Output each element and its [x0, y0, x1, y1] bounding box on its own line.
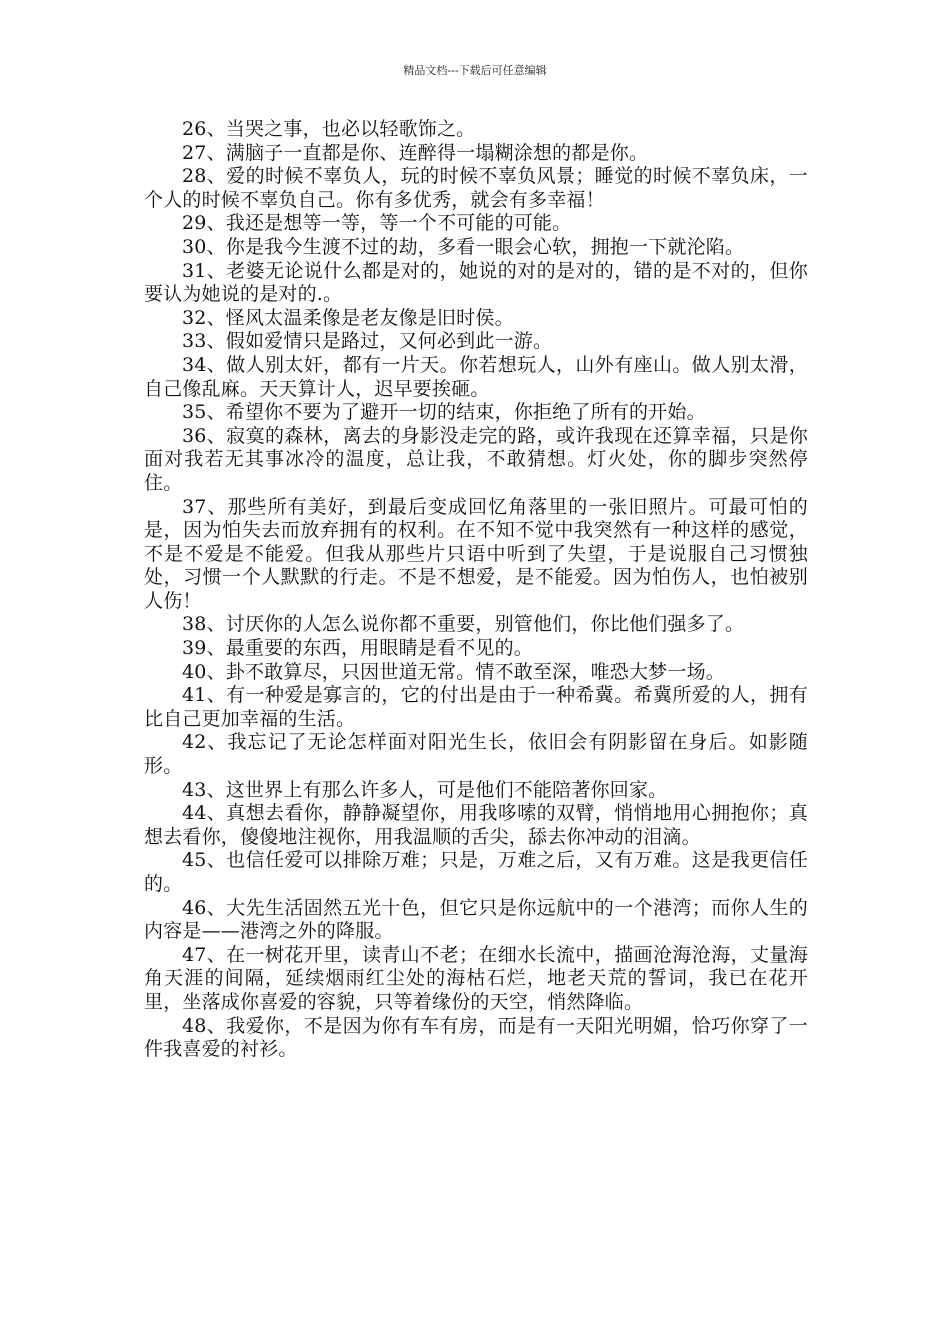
entry-46: 46、大先生活固然五光十色，但它只是你远航中的一个港湾；而你人生的内容是——港湾之外的降服。: [144, 896, 808, 943]
entry-31: 31、老婆无论说什么都是对的，她说的对的是对的，错的是不对的，但你要认为她说的是对的.。: [144, 259, 808, 306]
entry-36: 36、寂寞的森林，离去的身影没走完的路，或许我现在还算幸福，只是你面对我若无其事冰冷的温度，总让我，不敢猜想。灯火处，你的脚步突然停住。: [144, 424, 808, 494]
entry-45: 45、也信任爱可以排除万难；只是，万难之后，又有万难。这是我更信任的。: [144, 849, 808, 895]
entry-33: 33、假如爱情只是路过，又何必到此一游。: [182, 330, 553, 353]
entry-34: 34、做人别太奸，都有一片天。你若想玩人，山外有座山。做人别太滑，自己像乱麻。天天算计人，迟早要挨砸。: [144, 353, 808, 400]
entry-28: 28、爱的时候不辜负人，玩的时候不辜负风景；睡觉的时候不辜负床，一个人的时候不辜负自己。你有多优秀，就会有多幸福！: [144, 165, 808, 211]
entry-42: 42、我忘记了无论怎样面对阳光生长，依旧会有阴影留在身后。如影随形。: [144, 731, 808, 778]
document-body: [144, 118, 808, 1062]
entry-38: 38、讨厌你的人怎么说你都不重要，别管他们，你比他们强多了。: [182, 613, 745, 636]
entry-44: 44、真想去看你，静静凝望你，用我哆嗦的双臂，悄悄地用心拥抱你；真想去看你，傻傻地注视你，用我温顺的舌尖，舔去你冲动的泪滴。: [144, 802, 808, 848]
entry-30: 30、你是我今生渡不过的劫，多看一眼会心软，拥抱一下就沦陷。: [182, 235, 745, 258]
entry-48: 48、我爱你，不是因为你有车有房，而是有一天阳光明媚，恰巧你穿了一件我喜爱的衬衫。: [144, 1014, 808, 1061]
entry-29: 29、我还是想等一等，等一个不可能的可能。: [182, 212, 572, 235]
entry-37: 37、那些所有美好，到最后变成回忆角落里的一张旧照片。可最可怕的是，因为怕失去而放弃拥有的权利。在不知不觉中我突然有一种这样的感觉，不是不爱是不能爱。但我从那些片只语中听到了失望，于是说服自己习惯独处，习惯一个人默默的行走。不是不想爱，是不能爱。因为怕伤人，也怕被别人伤！: [144, 495, 808, 612]
entry-35: 35、希望你不要为了避开一切的结束，你拒绝了所有的开始。: [182, 401, 706, 424]
entry-41: 41、有一种爱是寡言的，它的付出是由于一种希冀。希冀所爱的人，拥有比自己更加幸福的生活。: [144, 684, 808, 730]
entry-43: 43、这世界上有那么许多人，可是他们不能陪著你回家。: [182, 778, 668, 801]
entry-40: 40、卦不敢算尽，只因世道无常。情不敢至深，唯恐大梦一场。: [182, 660, 725, 683]
entry-39: 39、最重要的东西，用眼睛是看不见的。: [182, 637, 533, 660]
entry-47: 47、在一树花开里，读青山不老；在细水长流中，描画沧海沧海，丈量海角天涯的间隔，延续烟雨红尘处的海枯石烂，地老天荒的誓词，我已在花开里，坐落成你喜爱的容貌，只等着缘份的天空，悄然降临。: [144, 943, 808, 1013]
entry-32: 32、怪风太温柔像是老友像是旧时侯。: [182, 306, 514, 329]
entry-27: 27、满脑子一直都是你、连醉得一塌糊涂想的都是你。: [182, 141, 649, 164]
entry-26: 26、当哭之事，也必以轻歌饰之。: [182, 118, 476, 140]
page-header: 精品文档---下载后可任意编辑: [403, 64, 547, 77]
